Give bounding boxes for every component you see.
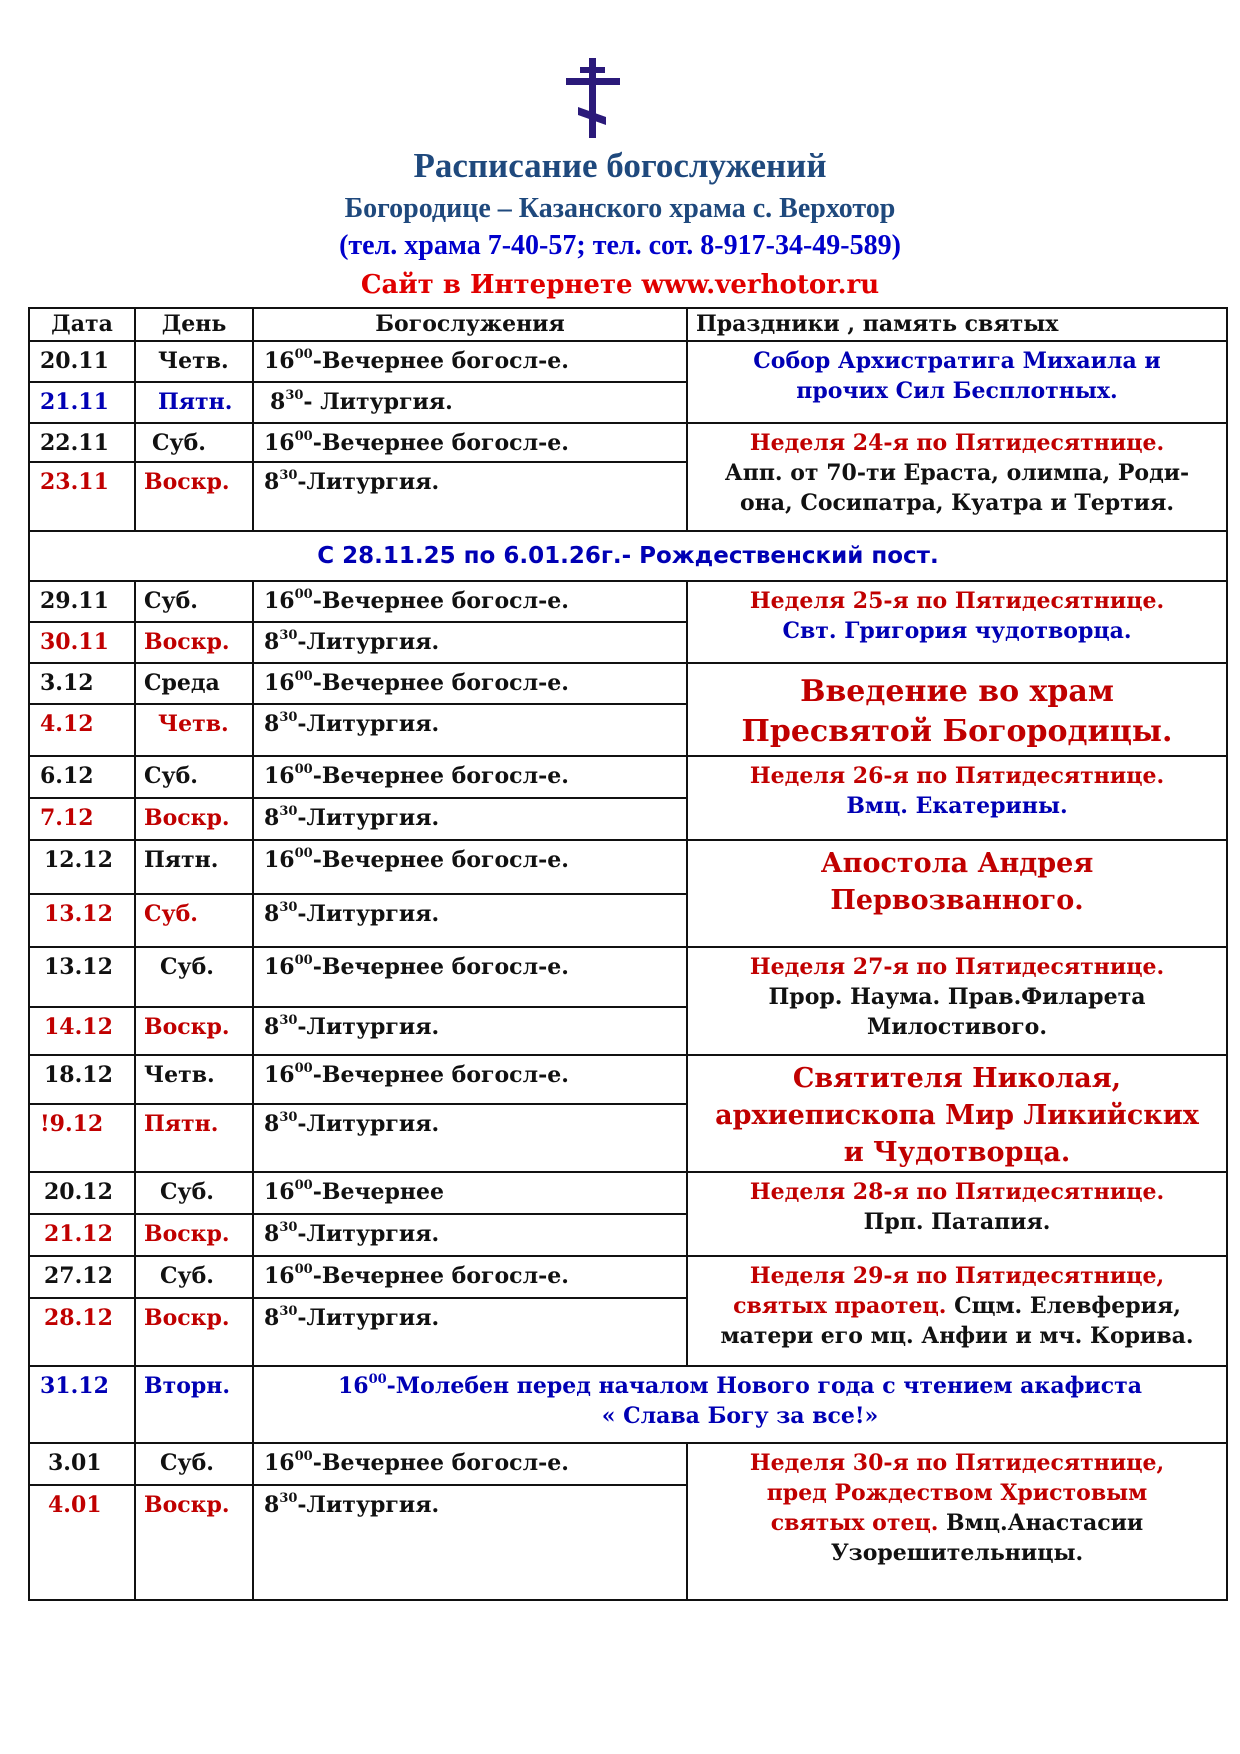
day-cell: Четв. [135,704,253,756]
date-cell: 4.12 [29,704,135,756]
website-link[interactable]: Сайт в Интернете www.verhotor.ru [360,270,880,300]
service-cell: $8^{30}$-Литургия. [253,1485,687,1600]
date-cell: 3.12 [29,663,135,704]
date-cell: !9.12 [29,1104,135,1172]
day-cell: Среда [135,663,253,704]
day-cell: Воскр. [135,462,253,531]
service-cell: $8^{30}$-Литургия. [253,462,687,531]
day-cell: Суб. [135,581,253,622]
schedule-table [28,307,1228,1601]
service-cell: $16^{00}$-Вечернее богосл-е. [253,1055,687,1104]
date-cell: 14.12 [29,1007,135,1055]
service-cell: $8^{30}$-Литургия. [253,1214,687,1256]
day-cell: Пятн. [135,1104,253,1172]
day-cell: Воскр. [135,622,253,663]
service-cell: $16^{00}$-Вечернее богосл-е. [253,581,687,622]
date-cell: 28.12 [29,1298,135,1366]
table-row [29,341,1227,382]
feast-cell: Святителя Николая, архиепископа Мир Ликийских и Чудотворца. [687,1055,1227,1172]
date-cell: 13.12 [29,894,135,947]
table-row [29,581,1227,622]
date-cell: 13.12 [29,947,135,1007]
feast-cell: Неделя 24-я по Пятидесятнице. Апп. от 70-ти Ераста, олимпа, Роди- она, Сосипатра, Куатра и Тертия. [687,423,1227,531]
day-cell: Суб. [135,947,253,1007]
table-row [29,663,1227,704]
day-cell: Пятн. [135,382,253,423]
date-cell: 23.11 [29,462,135,531]
day-cell: Пятн. [135,840,253,894]
service-cell: $8^{30}$-Литургия. [253,622,687,663]
table-row [29,1443,1227,1485]
day-cell: Воскр. [135,1298,253,1366]
table-row [29,840,1227,894]
date-cell: 31.12 [29,1366,135,1443]
feast-cell: Неделя 28-я по Пятидесятнице. Прп. Патапия. [687,1172,1227,1256]
service-cell: $8^{30}$-Литургия. [253,1007,687,1055]
table-header-row [29,308,1227,341]
service-cell: $8^{30}$-Литургия. [253,704,687,756]
feast-cell: Неделя 29-я по Пятидесятнице, святых праотец. Сщм. Елевферия, матери его мц. Анфии и мч. Корива. [687,1256,1227,1366]
date-cell: 12.12 [29,840,135,894]
service-cell: $8^{30}-$ Литургия. [253,382,687,423]
day-cell: Воскр. [135,1007,253,1055]
feast-cell: Собор Архистратига Михаила и прочих Сил Бесплотных. [687,341,1227,423]
date-cell: 22.11 [29,423,135,462]
page-title: Расписание богослужений [413,146,827,185]
service-cell: $16^{00}$-Вечернее богосл-е. [253,756,687,798]
day-cell: Воскр. [135,798,253,840]
column-header-feasts: Праздники , память святых [687,308,1227,341]
date-cell: 21.11 [29,382,135,423]
date-cell: 6.12 [29,756,135,798]
day-cell: Суб. [135,894,253,947]
lent-banner-row [29,531,1227,581]
feast-cell: Неделя 30-я по Пятидесятнице, пред Рождеством Христовым святых отец. Вмц.Анастасии Узорешительницы. [687,1443,1227,1600]
day-cell: Четв. [135,341,253,382]
date-cell: 3.01 [29,1443,135,1485]
date-cell: 20.11 [29,341,135,382]
day-cell: Суб. [135,1256,253,1298]
church-name: Богородице – Казанского храма с. Верхотор [344,193,896,224]
table-row [29,947,1227,1007]
service-cell: $8^{30}$-Литургия. [253,1298,687,1366]
table-row [29,756,1227,798]
table-row [29,1055,1227,1104]
column-header-day: День [135,308,253,341]
date-cell: 4.01 [29,1485,135,1600]
date-cell: 29.11 [29,581,135,622]
date-cell: 27.12 [29,1256,135,1298]
table-row [29,1172,1227,1214]
date-cell: 7.12 [29,798,135,840]
date-cell: 20.12 [29,1172,135,1214]
date-cell: 30.11 [29,622,135,663]
service-cell: $16^{00}$-Вечернее богосл-е. [253,947,687,1007]
phone-numbers: (тел. храма 7-40-57; тел. сот. 8-917-34-49-589) [339,230,901,261]
service-cell: $8^{30}$-Литургия. [253,798,687,840]
table-row [29,1256,1227,1298]
feast-cell: Неделя 26-я по Пятидесятнице. Вмц. Екатерины. [687,756,1227,840]
service-cell: $16^{00}$-Вечернее [253,1172,687,1214]
service-cell: $16^{00}$-Вечернее богосл-е. [253,1443,687,1485]
service-cell: $16^{00}$-Вечернее богосл-е. [253,341,687,382]
column-header-date: Дата [29,308,135,341]
day-cell: Вторн. [135,1366,253,1443]
column-header-services: Богослужения [253,308,687,341]
day-cell: Суб. [135,1172,253,1214]
lent-banner: С 28.11.25 по 6.01.26г.- Рождественский пост. [29,531,1227,581]
date-cell: 21.12 [29,1214,135,1256]
orthodox-cross-icon [566,58,620,138]
table-row [29,1366,1227,1443]
feast-cell: Неделя 27-я по Пятидесятнице. Прор. Наума. Прав.Филарета Милостивого. [687,947,1227,1055]
feast-cell: Введение во храм Пресвятой Богородицы. [687,663,1227,756]
service-cell: $16^{00}$-Вечернее богосл-е. [253,840,687,894]
day-cell: Суб. [135,423,253,462]
service-cell: $16^{00}$-Вечернее богосл-е. [253,423,687,462]
feast-cell: Апостола Андрея Первозванного. [687,840,1227,947]
date-cell: 18.12 [29,1055,135,1104]
service-cell: $8^{30}$-Литургия. [253,894,687,947]
day-cell: Суб. [135,1443,253,1485]
service-cell: $16^{00}$-Вечернее богосл-е. [253,663,687,704]
day-cell: Суб. [135,756,253,798]
new-year-service-cell: $16^{00}$-Молебен перед началом Нового года с чтением акафиста « Слава Богу за все!» [253,1366,1227,1443]
service-cell: $8^{30}$-Литургия. [253,1104,687,1172]
table-row [29,423,1227,462]
feast-cell: Неделя 25-я по Пятидесятнице. Свт. Григория чудотворца. [687,581,1227,663]
service-cell: $16^{00}$-Вечернее богосл-е. [253,1256,687,1298]
day-cell: Четв. [135,1055,253,1104]
day-cell: Воскр. [135,1214,253,1256]
day-cell: Воскр. [135,1485,253,1600]
